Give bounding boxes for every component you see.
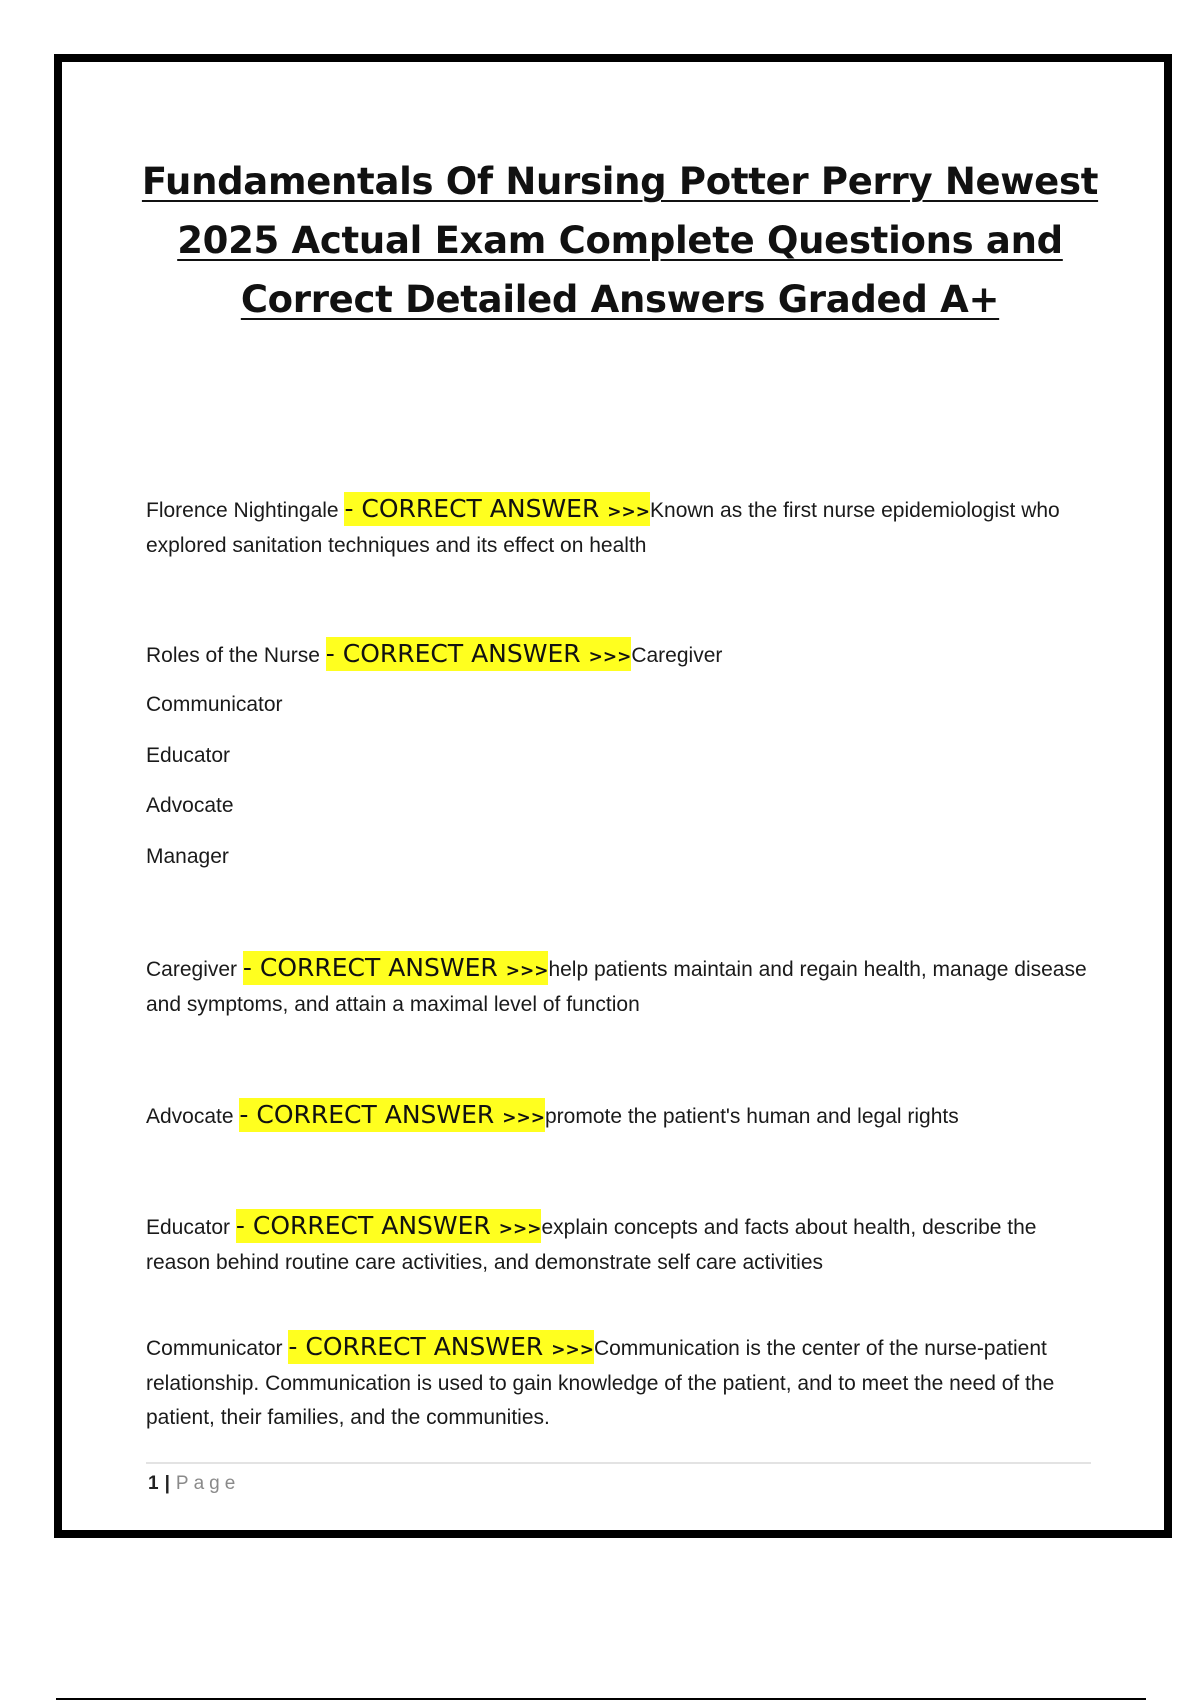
entry-answer: Known as the first nurse epidemiologist who explored sanitation techniques and its effect on health <box>146 499 1060 557</box>
correct-answer-label: - CORRECT ANSWER <box>288 1332 544 1361</box>
entry-answer: help patients maintain and regain health, manage disease and symptoms, and attain a maximal level of function <box>146 958 1087 1016</box>
correct-answer-highlight <box>243 951 549 985</box>
footer-divider <box>146 1462 1091 1464</box>
entry-answer: Communication is the center of the nurse-patient relationship. Communication is used to gain knowledge of the patient, and to meet the need of the patient, their families, and the communities. <box>146 1337 1055 1429</box>
page-number: 1 <box>148 1473 159 1494</box>
entry-term: Florence Nightingale <box>146 499 339 522</box>
correct-answer-label: - CORRECT ANSWER <box>235 1211 491 1240</box>
correct-answer-highlight <box>236 1209 542 1243</box>
entry-answer: Caregiver <box>631 644 723 667</box>
correct-answer-highlight <box>239 1098 545 1132</box>
footer-separator: | <box>164 1473 170 1494</box>
correct-answer-label: - CORRECT ANSWER <box>325 639 581 668</box>
correct-answer-highlight <box>344 492 650 526</box>
page-footer <box>148 1470 240 1498</box>
answer-arrows: >>> <box>505 961 549 981</box>
qa-entry-educator <box>146 1209 1096 1280</box>
answer-arrows: >>> <box>551 1340 594 1360</box>
correct-answer-label: - CORRECT ANSWER <box>239 1100 495 1129</box>
role-list-item: Manager <box>146 845 229 868</box>
entry-term: Educator <box>146 1216 231 1239</box>
role-list-item: Advocate <box>146 794 234 817</box>
correct-answer-label: - CORRECT ANSWER <box>242 953 498 982</box>
entry-term: Roles of the Nurse <box>146 644 320 667</box>
answer-arrows: >>> <box>498 1219 542 1239</box>
entry-term: Communicator <box>146 1337 283 1360</box>
entry-answer: promote the patient's human and legal rights <box>544 1105 959 1128</box>
role-list-item: Educator <box>146 744 231 767</box>
entry-term: Advocate <box>146 1105 234 1128</box>
page-label: Page <box>175 1473 241 1494</box>
qa-entry-advocate <box>146 1098 1096 1135</box>
qa-entry-roles-of-the-nurse <box>146 637 1096 674</box>
qa-entry-caregiver <box>146 951 1096 1022</box>
answer-arrows: >>> <box>588 647 632 667</box>
entry-term: Caregiver <box>146 958 238 981</box>
answer-arrows: >>> <box>607 502 651 522</box>
answer-arrows: >>> <box>502 1108 545 1128</box>
correct-answer-highlight <box>288 1330 594 1364</box>
qa-entry-florence-nightingale <box>146 492 1096 563</box>
qa-entry-communicator <box>146 1330 1096 1435</box>
document-title: Fundamentals Of Nursing Potter Perry Newest 2025 Actual Exam Complete Questions and Correct Detailed Answers Graded A+ <box>141 160 1099 321</box>
entry-answer: explain concepts and facts about health, describe the reason behind routine care activities, and demonstrate self care activities <box>146 1216 1037 1274</box>
role-list-item: Communicator <box>146 693 283 716</box>
correct-answer-label: - CORRECT ANSWER <box>344 494 600 523</box>
correct-answer-highlight <box>326 637 632 671</box>
